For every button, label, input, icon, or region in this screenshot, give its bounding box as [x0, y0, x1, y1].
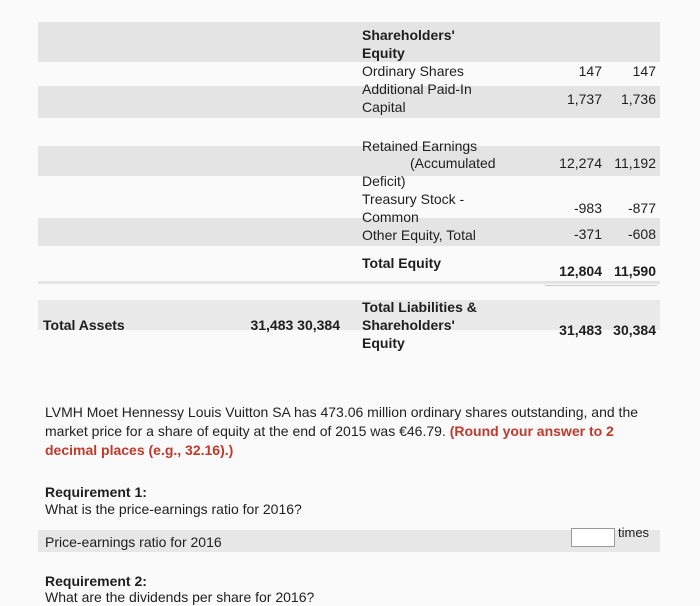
pe-ratio-unit: times — [618, 525, 650, 540]
apic-2015: 1,736 — [620, 91, 656, 107]
question-text: LVMH Moet Hennessy Louis Vuitton SA has 473.06 million ordinary shares outstanding, and the market price for a share of equity at the end of 2015 was €46.79. — [45, 404, 639, 439]
other-equity-2016: -371 — [573, 226, 602, 242]
retained-2015: 11,192 — [614, 155, 656, 171]
equity-band — [38, 22, 660, 62]
total-equity-2015: 11,590 — [613, 263, 656, 279]
ordinary-shares-2016: 147 — [578, 63, 602, 79]
total-equity-label: Total Equity — [362, 255, 442, 271]
requirement-1-prompt: What is the price-earnings ratio for 2016? — [45, 501, 302, 517]
equity-header: Shareholders' Equity — [362, 27, 455, 61]
pe-ratio-label: Price-earnings ratio for 2016 — [45, 534, 222, 550]
total-liab-equity-label-1: Total Liabilities & — [362, 299, 477, 315]
requirement-2-prompt: What are the dividends per share for 2016? — [45, 589, 315, 605]
apic-label-1: Additional Paid-In — [362, 81, 472, 97]
question-paragraph — [45, 403, 655, 460]
treasury-label-1: Treasury Stock - — [362, 191, 465, 207]
total-equity-rule — [545, 285, 657, 286]
liabilities-band — [38, 281, 660, 284]
retained-2016: 12,274 — [559, 155, 602, 171]
treasury-2016: -983 — [573, 200, 602, 216]
requirement-1-title: Requirement 1: — [45, 484, 147, 500]
total-assets-label: Total Assets — [43, 317, 125, 333]
treasury-2015: -877 — [627, 200, 656, 216]
total-liab-equity-label-2: Shareholders' — [362, 317, 455, 333]
total-equity-2016: 12,804 — [559, 263, 602, 279]
ordinary-shares-label: Ordinary Shares — [362, 63, 464, 79]
requirement-2-title: Requirement 2: — [45, 573, 147, 589]
other-equity-label: Other Equity, Total — [362, 227, 476, 243]
total-liab-equity-2016: 31,483 — [559, 322, 602, 338]
total-liab-equity-label-3: Equity — [362, 335, 405, 351]
pe-ratio-input[interactable] — [571, 528, 615, 547]
retained-label-3: Deficit) — [362, 173, 406, 189]
other-equity-2015: -608 — [627, 226, 656, 242]
treasury-label-2: Common — [362, 209, 419, 225]
apic-2016: 1,737 — [566, 91, 602, 107]
ordinary-shares-2015: 147 — [632, 63, 656, 79]
total-assets-values: 31,483 30,384 — [250, 317, 340, 333]
retained-label-2: (Accumulated — [410, 155, 496, 171]
apic-label-2: Capital — [362, 99, 406, 115]
total-liab-equity-2015: 30,384 — [613, 322, 656, 338]
retained-label-1: Retained Earnings — [362, 138, 478, 154]
rounding-instruction: (Round your answer to 2 decimal places (e.g., 32.16).) — [45, 423, 614, 458]
